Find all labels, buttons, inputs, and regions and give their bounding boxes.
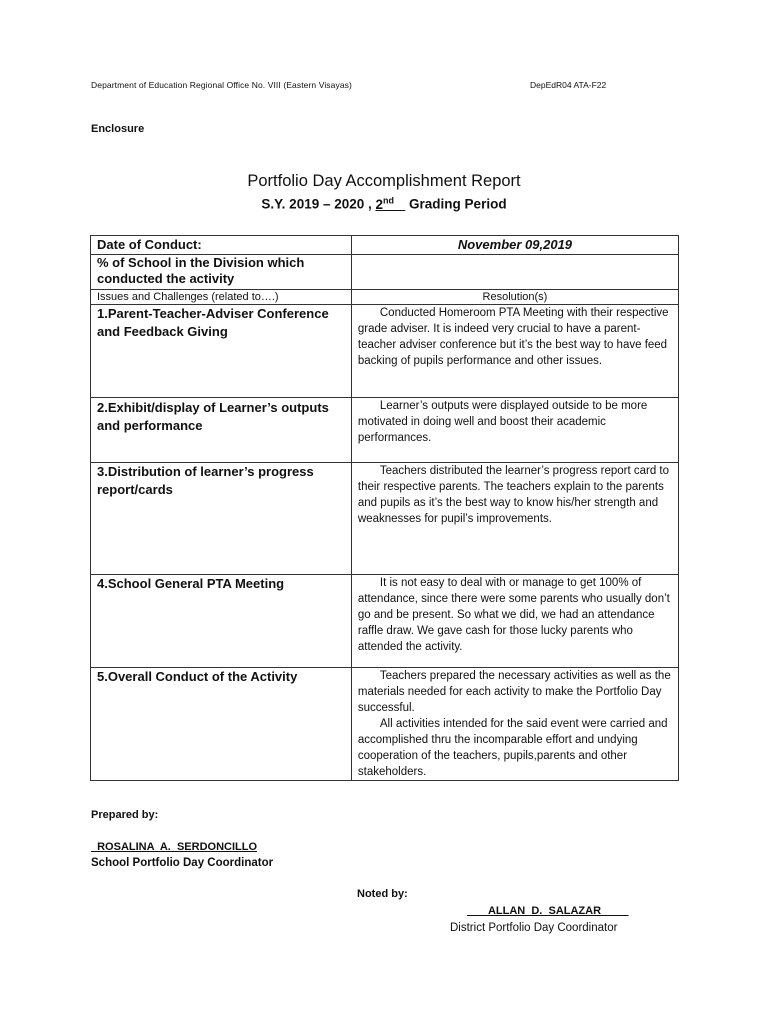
issues-column-header: Issues and Challenges (related to….) <box>91 290 352 305</box>
report-table <box>90 235 679 781</box>
issue-cell: 1.Parent-Teacher-Adviser Conference and Feedback Giving <box>91 305 352 398</box>
enclosure-label: Enclosure <box>91 123 145 135</box>
table-row <box>91 463 679 575</box>
table-row <box>91 398 679 463</box>
noter-role: District Portfolio Day Coordinator <box>450 922 618 934</box>
agency-header: Department of Education Regional Office No. VIII (Eastern Visayas) <box>91 80 352 90</box>
issue-cell: 5.Overall Conduct of the Activity <box>91 668 352 781</box>
resolution-cell: Teachers distributed the learner’s progress report card to their respective parents. The teachers explain to the parents and pupils as it’s the best way to know his/her strength and weaknesses for pupil’s improvements. <box>351 463 678 575</box>
report-subtitle <box>0 195 768 212</box>
prepared-by-label: Prepared by: <box>91 809 159 821</box>
date-label: Date of Conduct: <box>91 236 352 255</box>
date-value: November 09,2019 <box>351 236 678 255</box>
issue-cell: 4.School General PTA Meeting <box>91 575 352 668</box>
subtitle-prefix: S.Y. 2019 – 2020 , <box>261 196 376 212</box>
resolution-cell <box>351 668 678 781</box>
table-row <box>91 668 679 781</box>
subtitle-ordinal-suffix: nd <box>383 195 395 205</box>
noter-name: ALLAN D. SALAZAR <box>467 905 629 917</box>
table-row <box>91 255 679 290</box>
form-code: DepEdR04 ATA-F22 <box>530 80 607 90</box>
table-row <box>91 305 679 398</box>
preparer-name: ROSALINA A. SERDONCILLO <box>91 841 258 853</box>
resolution-paragraph: All activities intended for the said event were carried and accomplished thru the incomparable effort and undying cooperation of the teachers, pupils,parents and other stakeholders. <box>357 718 668 778</box>
table-header-row <box>91 290 679 305</box>
resolution-cell: It is not easy to deal with or manage to get 100% of attendance, since there were some parents who usually don’t go and be present. So what we did, we had an attendance raffle draw. We gave cash for those lucky parents who attended the activity. <box>351 575 678 668</box>
resolution-cell: Conducted Homeroom PTA Meeting with their respective grade adviser. It is indeed very crucial to have a parent- teacher adviser conference but it’s the best way to have feed backing of pupils performance and other issues. <box>351 305 678 398</box>
report-title: Portfolio Day Accomplishment Report <box>247 172 521 190</box>
issue-cell: 2.Exhibit/display of Learner’s outputs and performance <box>91 398 352 463</box>
table-row <box>91 236 679 255</box>
subtitle-suffix: Grading Period <box>405 196 507 212</box>
subtitle-ordinal <box>376 197 406 212</box>
percent-label: % of School in the Division which conducted the activity <box>91 255 352 290</box>
resolution-cell: Learner’s outputs were displayed outside to be more motivated in doing well and boost their academic performances. <box>351 398 678 463</box>
percent-value <box>351 255 678 290</box>
noted-by-label: Noted by: <box>357 888 408 900</box>
resolution-column-header: Resolution(s) <box>351 290 678 305</box>
subtitle-ordinal-number: 2 <box>375 196 384 212</box>
preparer-role: School Portfolio Day Coordinator <box>91 857 274 869</box>
resolution-paragraph: Teachers prepared the necessary activities as well as the materials needed for each activity to make the Portfolio Day successful. <box>357 670 671 714</box>
table-row <box>91 575 679 668</box>
issue-cell: 3.Distribution of learner’s progress report/cards <box>91 463 352 575</box>
